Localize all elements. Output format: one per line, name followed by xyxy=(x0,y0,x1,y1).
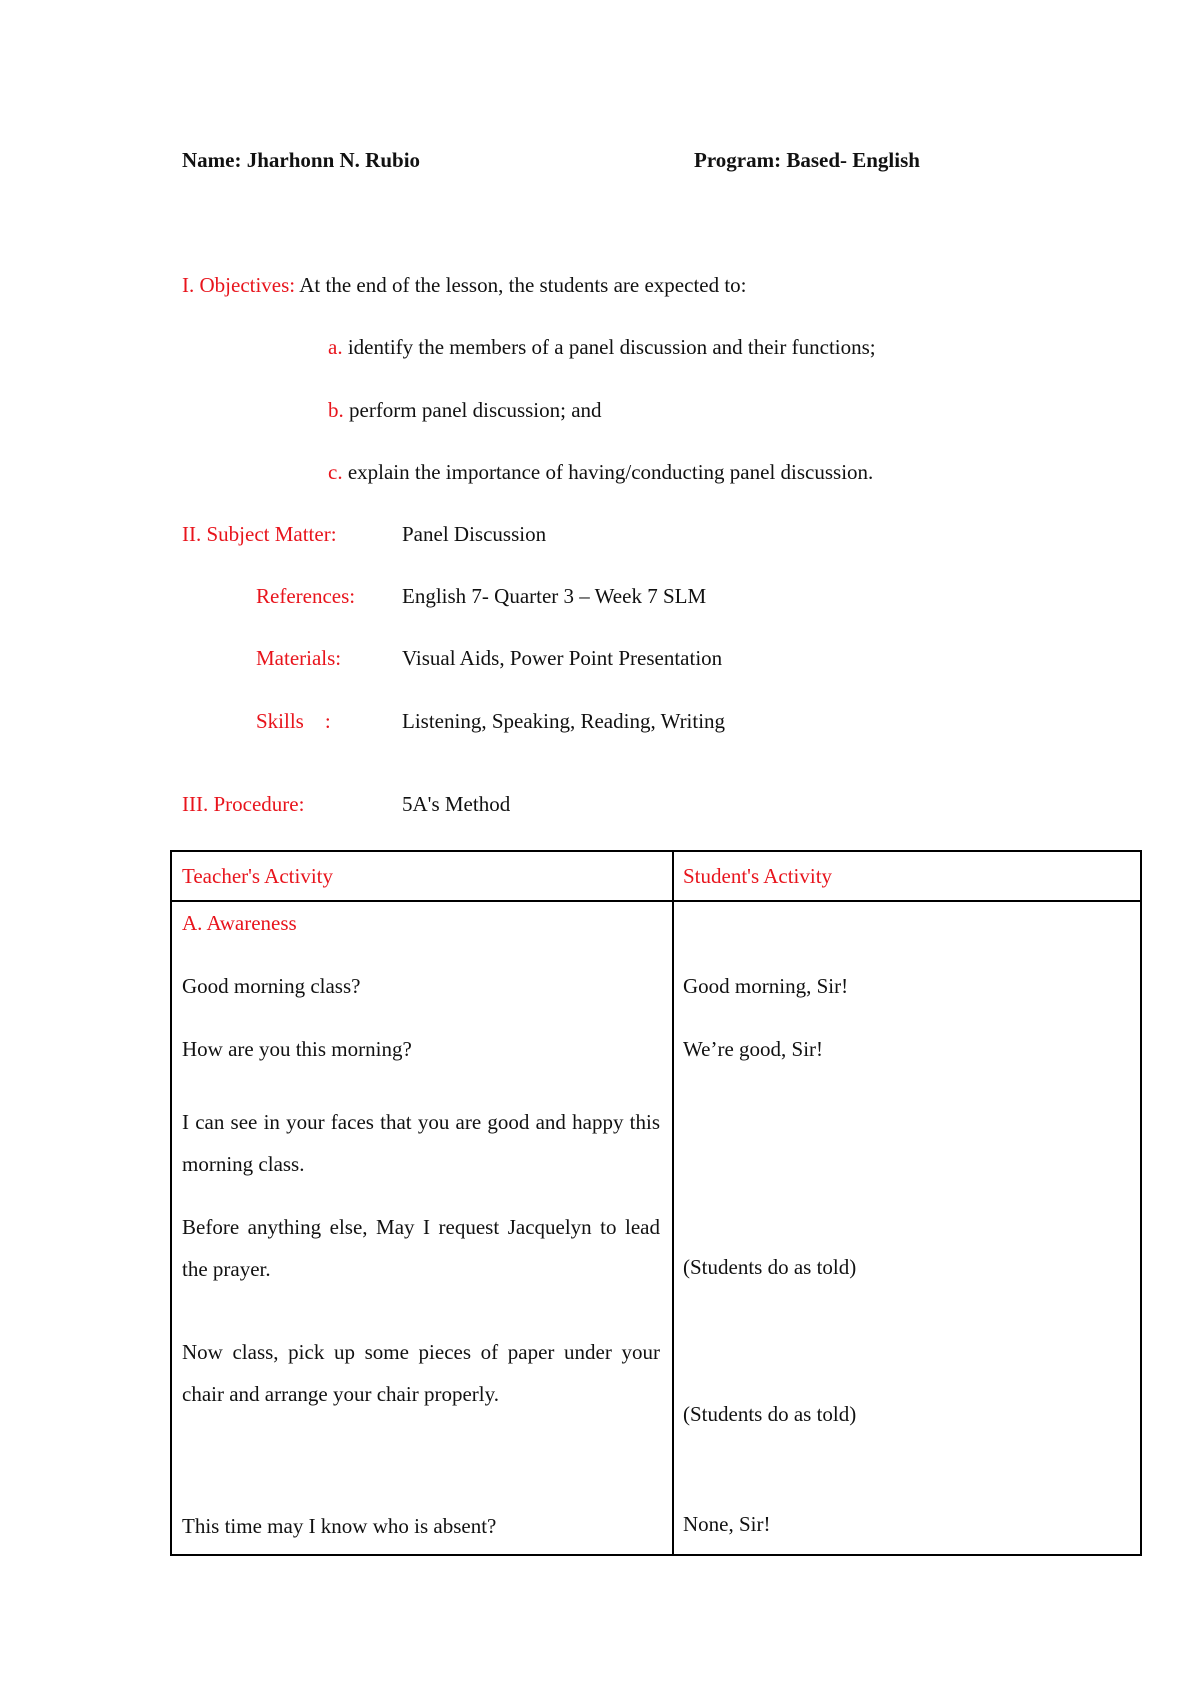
teacher-line-2: How are you this morning? xyxy=(182,1037,412,1061)
student-name: Name: Jharhonn N. Rubio xyxy=(182,148,421,172)
objective-text: explain the importance of having/conducting panel discussion. xyxy=(347,460,874,484)
materials-value: Visual Aids, Power Point Presentation xyxy=(402,646,723,670)
objective-text: identify the members of a panel discussion and their functions; xyxy=(347,335,876,359)
objective-marker: c. xyxy=(328,460,343,484)
table-column-divider xyxy=(672,852,674,1554)
objectives-intro: At the end of the lesson, the students are expected to: xyxy=(299,273,747,297)
skills-value: Listening, Speaking, Reading, Writing xyxy=(402,709,726,733)
student-line-2: We’re good, Sir! xyxy=(683,1037,824,1061)
objective-marker: a. xyxy=(328,335,343,359)
teacher-line-5: Now class, pick up some pieces of paper under your chair and arrange your chair properly. xyxy=(182,1340,660,1406)
references-label: References: xyxy=(256,584,356,608)
teacher-line-1: Good morning class? xyxy=(182,974,361,998)
objective-item-b xyxy=(328,400,602,421)
objective-text: perform panel discussion; and xyxy=(349,398,602,422)
activity-table xyxy=(170,850,1142,1556)
awareness-section-label: A. Awareness xyxy=(182,911,297,935)
program-name: Program: Based- English xyxy=(694,148,920,172)
student-line-1: Good morning, Sir! xyxy=(683,974,849,998)
objective-item-c xyxy=(328,462,873,483)
student-line-5: None, Sir! xyxy=(683,1512,771,1536)
teacher-line-4: Before anything else, May I request Jacquelyn to lead the prayer. xyxy=(182,1215,660,1281)
objectives-label: I. Objectives: xyxy=(182,273,296,297)
subject-matter-label: II. Subject Matter: xyxy=(182,522,337,546)
teacher-activity-header: Teacher's Activity xyxy=(182,864,334,888)
teacher-line-6: This time may I know who is absent? xyxy=(182,1514,497,1538)
procedure-label: III. Procedure: xyxy=(182,792,305,816)
objectives-line xyxy=(182,275,747,296)
skills-label: Skills : xyxy=(256,709,331,733)
references-value: English 7- Quarter 3 – Week 7 SLM xyxy=(402,584,707,608)
materials-label: Materials: xyxy=(256,646,342,670)
student-activity-header: Student's Activity xyxy=(683,864,833,888)
objective-item-a xyxy=(328,337,876,358)
subject-matter-value: Panel Discussion xyxy=(402,522,547,546)
procedure-value: 5A's Method xyxy=(402,792,511,816)
objective-marker: b. xyxy=(328,398,344,422)
teacher-line-3: I can see in your faces that you are good and happy this morning class. xyxy=(182,1110,660,1176)
table-header-divider xyxy=(172,900,1140,902)
student-line-4: (Students do as told) xyxy=(683,1402,857,1426)
student-line-3: (Students do as told) xyxy=(683,1255,857,1279)
